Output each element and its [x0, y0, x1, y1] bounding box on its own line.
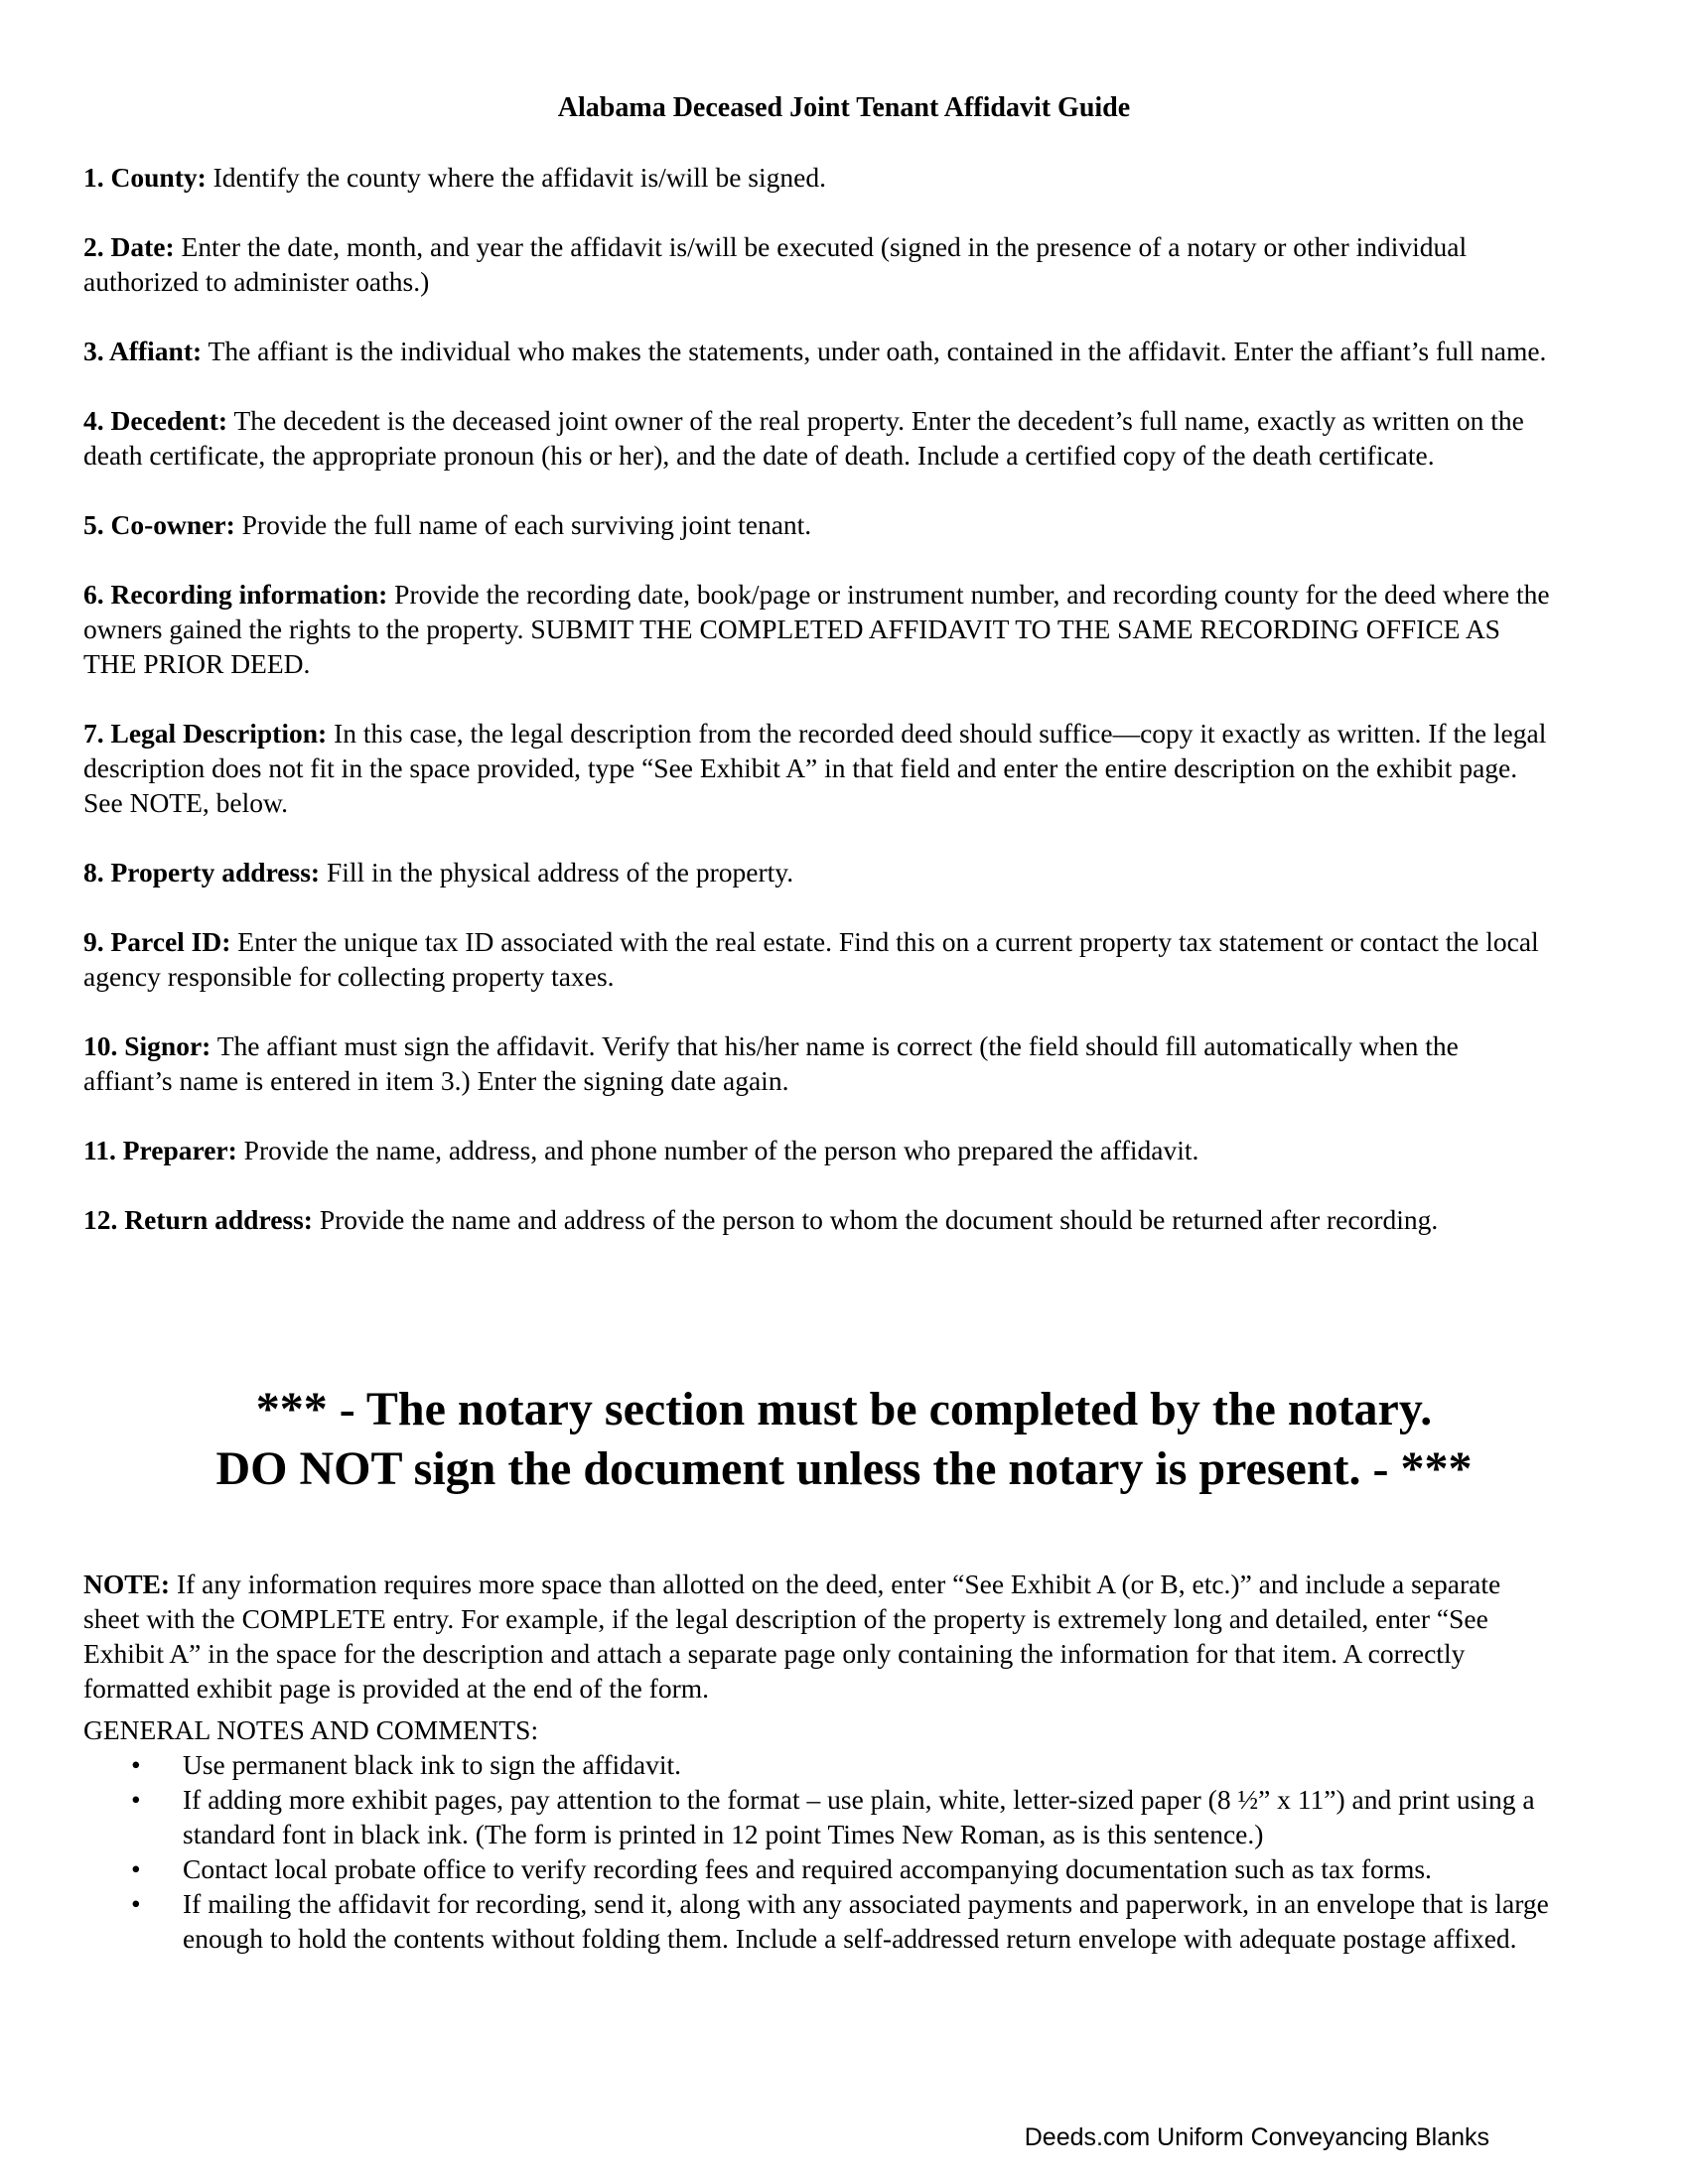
instruction-label: 7. Legal Description:	[83, 718, 328, 749]
instruction-text: Identify the county where the affidavit is/will be signed.	[206, 162, 826, 193]
footer-credit: Deeds.com Uniform Conveyancing Blanks	[1024, 2123, 1489, 2151]
instruction-label: 5. Co-owner:	[83, 509, 235, 540]
bullet-icon: •	[131, 1853, 141, 1884]
instruction-text: Enter the unique tax ID associated with the real estate. Find this on a current property tax statement or contact the local agency responsible for collecting property taxes.	[83, 926, 1539, 992]
instruction-item-legal-description	[83, 716, 1553, 820]
list-item	[83, 1851, 1553, 1886]
instruction-text: Provide the name and address of the person to whom the document should be returned after recording.	[312, 1204, 1439, 1235]
instruction-item-co-owner	[83, 507, 1553, 542]
instruction-label: 12. Return address:	[83, 1204, 313, 1235]
notary-warning	[0, 1380, 1688, 1499]
instruction-label: 6. Recording information:	[83, 579, 388, 610]
instruction-label: 8. Property address:	[83, 857, 321, 887]
instruction-label: 2. Date:	[83, 231, 175, 262]
note-label: NOTE:	[83, 1568, 171, 1599]
general-notes-heading: GENERAL NOTES AND COMMENTS:	[83, 1714, 539, 1745]
notary-warning-line-2: DO NOT sign the document unless the notary is present. - ***	[215, 1442, 1473, 1495]
list-item	[83, 1782, 1553, 1851]
instruction-item-signor	[83, 1028, 1553, 1098]
instruction-item-return-address	[83, 1202, 1553, 1237]
instruction-text: In this case, the legal description from the recorded deed should suffice—copy it exactly as written. If the legal description does not fit in the space provided, type “See Exhibit A” in that field and enter the entire description on the exhibit page. See NOTE, below.	[83, 718, 1547, 818]
instruction-item-property-address	[83, 855, 1553, 889]
instruction-text: The decedent is the deceased joint owner of the real property. Enter the decedent’s full name, exactly as written on the death certificate, the appropriate pronoun (his or her), and the date of death. Include a certified copy of the death certificate.	[83, 405, 1524, 471]
instruction-label: 1. County:	[83, 162, 207, 193]
instruction-label: 3. Affiant:	[83, 336, 203, 366]
instruction-label: 4. Decedent:	[83, 405, 228, 436]
instruction-item-parcel-id	[83, 924, 1553, 994]
bullet-icon: •	[131, 1888, 141, 1919]
list-item	[83, 1747, 1553, 1782]
instruction-list	[83, 160, 1553, 1272]
instruction-text: Provide the full name of each surviving joint tenant.	[234, 509, 812, 540]
instruction-text: The affiant is the individual who makes the statements, under oath, contained in the affidavit. Enter the affiant’s full name.	[202, 336, 1547, 366]
instruction-text: Fill in the physical address of the property.	[320, 857, 794, 887]
instruction-item-affiant	[83, 334, 1553, 368]
list-item	[83, 1886, 1553, 1956]
instruction-item-county	[83, 160, 1553, 195]
bullet-icon: •	[131, 1749, 141, 1780]
document-title: Alabama Deceased Joint Tenant Affidavit Guide	[557, 92, 1131, 123]
notary-warning-line-1: *** - The notary section must be completed by the notary.	[255, 1383, 1433, 1435]
instruction-item-date	[83, 229, 1553, 299]
instruction-item-recording-information	[83, 577, 1553, 681]
instruction-label: 10. Signor:	[83, 1030, 211, 1061]
exhibit-note	[83, 1567, 1553, 1706]
list-item-text: If adding more exhibit pages, pay attention to the format – use plain, white, letter-sized paper (8 ½” x 11”) and print using a standard font in black ink. (The form is printed in 12 point Times New Roman, as is this sentence.)	[183, 1784, 1535, 1849]
instruction-item-preparer	[83, 1133, 1553, 1167]
instruction-text: Enter the date, month, and year the affidavit is/will be executed (signed in the presence of a notary or other individual authorized to administer oaths.)	[83, 231, 1468, 297]
list-item-text: If mailing the affidavit for recording, send it, along with any associated payments and paperwork, in an envelope that is large enough to hold the contents without folding them. Include a self-addressed return envelope with adequate postage affixed.	[183, 1888, 1549, 1954]
instruction-text: Provide the name, address, and phone number of the person who prepared the affidavit.	[236, 1135, 1199, 1165]
general-notes-list	[83, 1747, 1553, 1956]
instruction-label: 11. Preparer:	[83, 1135, 237, 1165]
instruction-item-decedent	[83, 403, 1553, 473]
list-item-text: Use permanent black ink to sign the affidavit.	[183, 1749, 681, 1780]
general-notes	[83, 1712, 1553, 1956]
list-item-text: Contact local probate office to verify recording fees and required accompanying documentation such as tax forms.	[183, 1853, 1432, 1884]
instruction-text: Provide the recording date, book/page or instrument number, and recording county for the deed where the owners gained the rights to the property. SUBMIT THE COMPLETED AFFIDAVIT TO THE SAME RECORDING OFFICE AS THE PRIOR DEED.	[83, 579, 1550, 679]
bullet-icon: •	[131, 1784, 141, 1815]
instruction-label: 9. Parcel ID:	[83, 926, 231, 957]
instruction-text: The affiant must sign the affidavit. Verify that his/her name is correct (the field should fill automatically when the affiant’s name is entered in item 3.) Enter the signing date again.	[83, 1030, 1459, 1096]
note-text: If any information requires more space than allotted on the deed, enter “See Exhibit A (or B, etc.)” and include a separate sheet with the COMPLETE entry. For example, if the legal description of the property is extremely long and detailed, enter “See Exhibit A” in the space for the description and attach a separate page only containing the information for that item. A correctly formatted exhibit page is provided at the end of the form.	[83, 1568, 1501, 1704]
